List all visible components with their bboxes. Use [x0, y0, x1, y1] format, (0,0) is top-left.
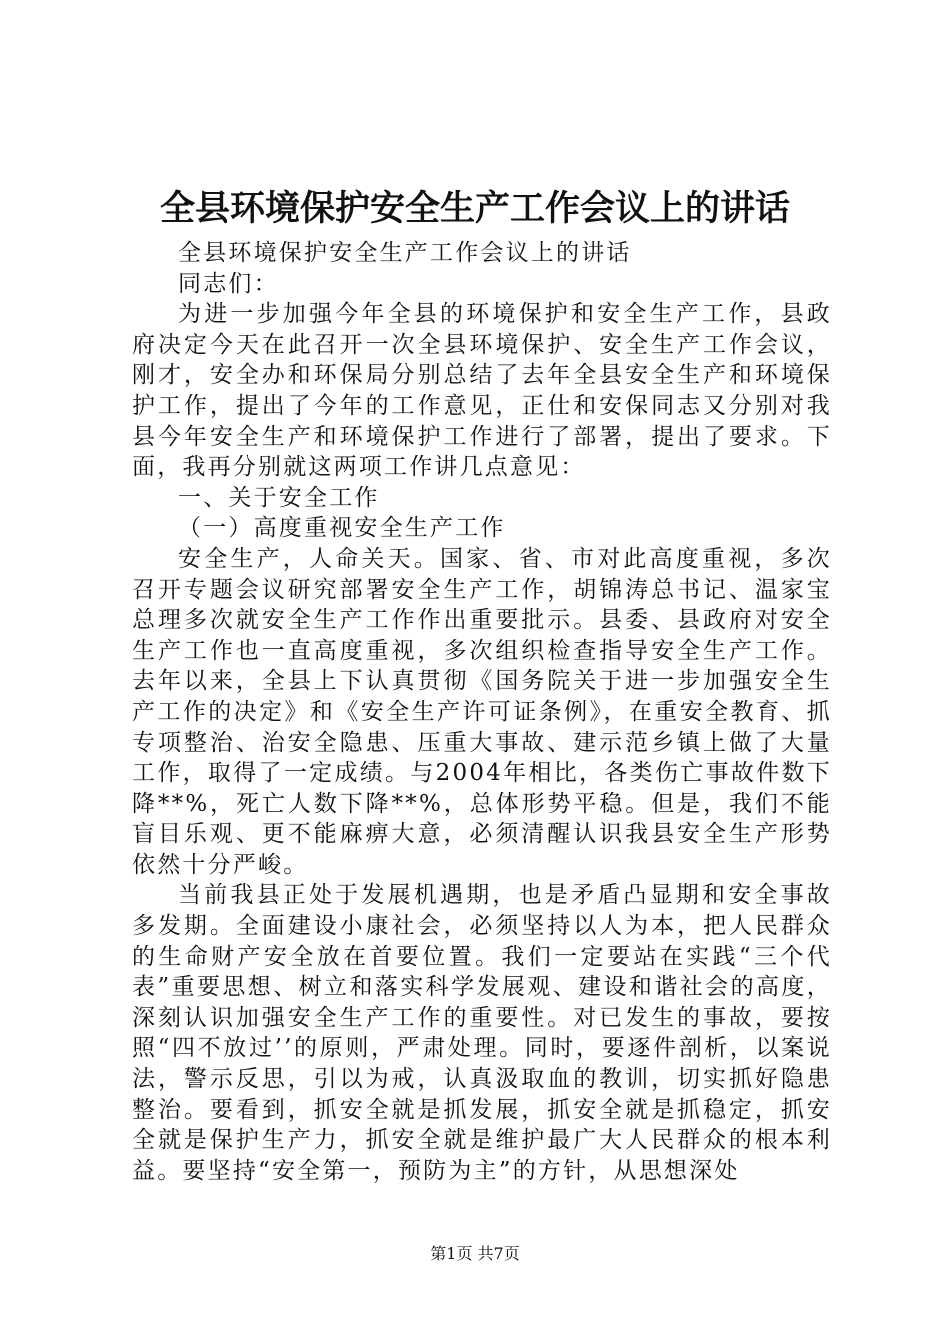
body-paragraph: 安全生产，人命关天。国家、省、市对此高度重视，多次召开专题会议研究部署安全生产工作，胡锦涛总书记、温家宝总理多次就安全生产工作作出重要批示。县委、县政府对安全生产工作也一直高度重视，多次组织检查指导安全生产工作。去年以来，全县上下认真贯彻《国务院关于进一步加强安全生产工作的决定》和《安全生产许可证条例》，在重安全教育、抓专项整治、治安全隐患、压重大事故、建示范乡镇上做了大量工作，取得了一定成绩。与2004年相比，各类伤亡事故件数下降**%，死亡人数下降**%，总体形势平稳。但是，我们不能盲目乐观、更不能麻痹大意，必须清醒认识我县安全生产形势依然十分严峻。 [132, 545, 832, 878]
salutation-paragraph: 同志们： [178, 270, 279, 297]
intro-paragraph: 为进一步加强今年全县的环境保护和安全生产工作，县政府决定今天在此召开一次全县环境保护、安全生产工作会议，刚才，安全办和环保局分别总结了去年全县安全生产和环境保护工作，提出了今年的工作意见，正仕和安保同志又分别对我县今年安全生产和环境保护工作进行了部署，提出了要求。下面，我再分别就这两项工作讲几点意见： [132, 301, 832, 481]
page-number-footer: 第1页 共7页 [430, 1244, 520, 1263]
section-heading: 一、关于安全工作 [178, 484, 380, 511]
subsection-heading: （一）高度重视安全生产工作 [178, 515, 506, 542]
subtitle-paragraph: 全县环境保护安全生产工作会议上的讲话 [178, 240, 632, 266]
document-body [132, 238, 832, 1186]
document-title: 全县环境保护安全生产工作会议上的讲话 [159, 188, 790, 229]
body-paragraph: 当前我县正处于发展机遇期，也是矛盾凸显期和安全事故多发期。全面建设小康社会，必须坚持以人为本，把人民群众的生命财产安全放在首要位置。我们一定要站在实践“三个代表”重要思想、树立和落实科学发展观、建设和谐社会的高度，深刻认识加强安全生产工作的重要性。对已发生的事故，要按照“四不放过’’的原则，严肃处理。同时，要逐件剖析，以案说法，警示反思，引以为戒，认真汲取血的教训，切实抓好隐患整治。要看到，抓安全就是抓发展，抓安全就是抓稳定，抓安全就是保护生产力，抓安全就是维护最广大人民群众的根本利益。要坚持“安全第一，预防为主”的方针，从思想深处 [132, 882, 832, 1184]
